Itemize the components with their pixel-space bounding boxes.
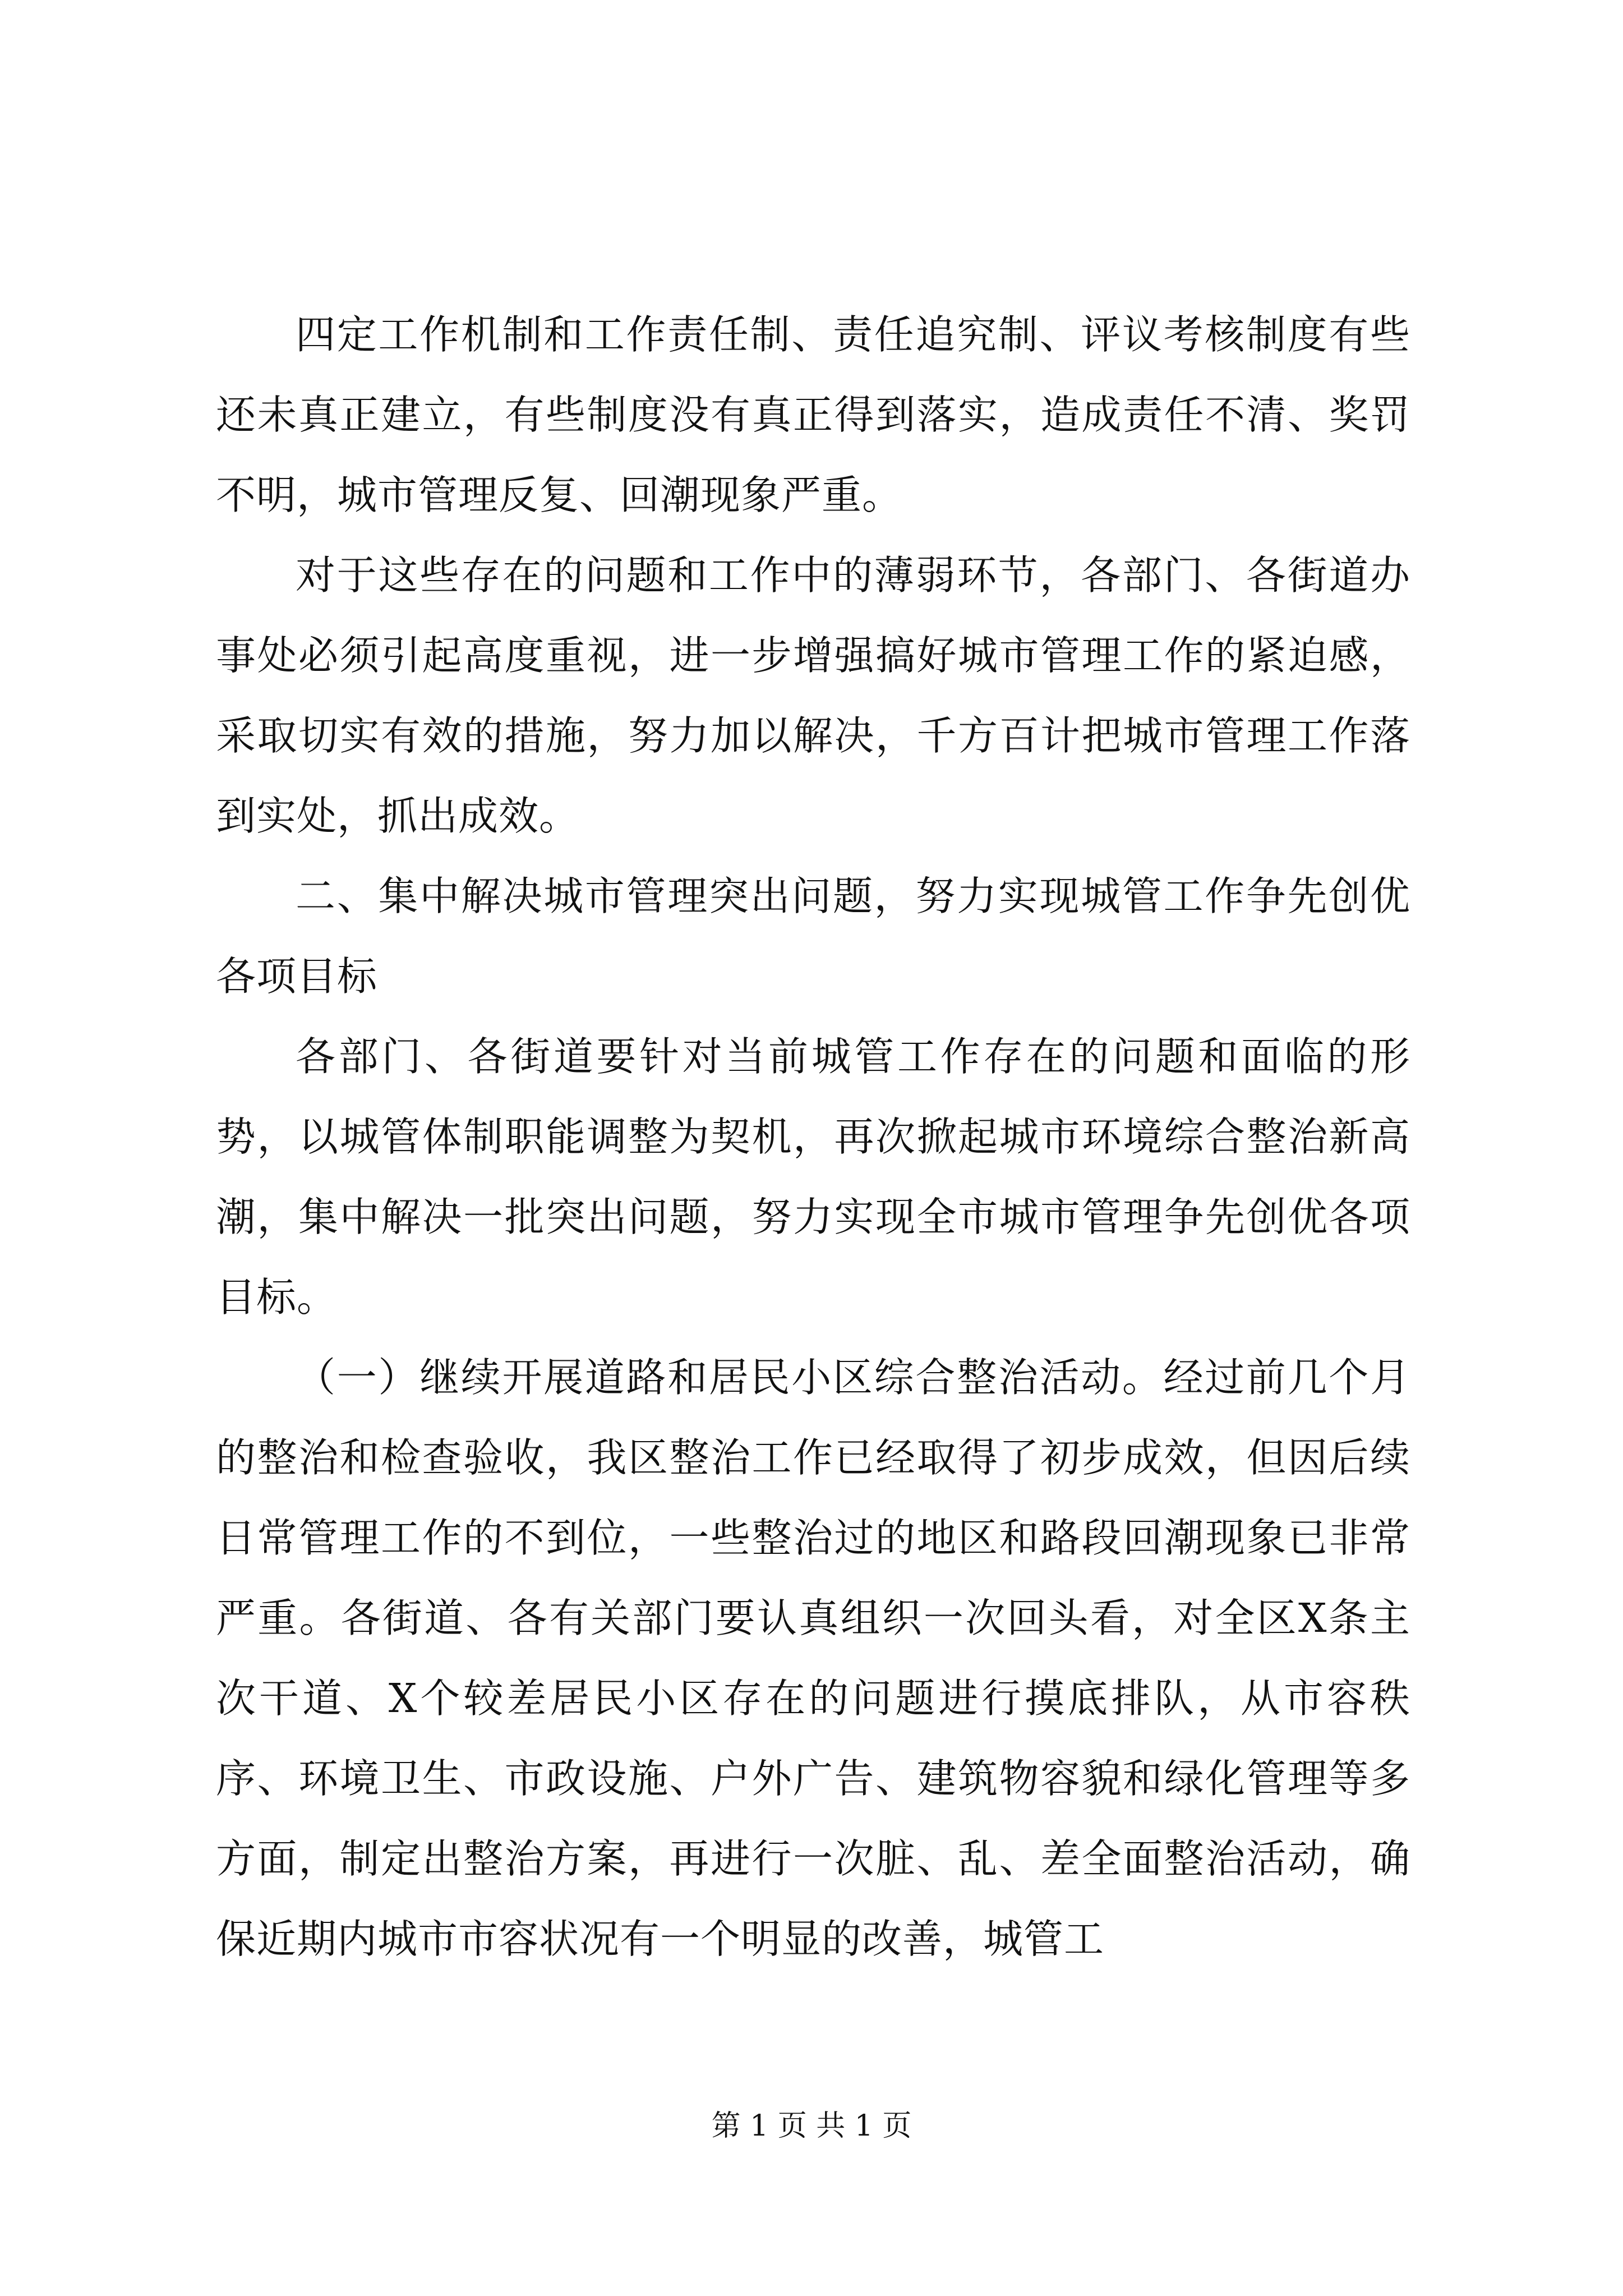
paragraph: （一）继续开展道路和居民小区综合整治活动。经过前几个月的整治和检查验收，我区整治工作已经取得了初步成效，但因后续日常管理工作的不到位，一些整治过的地区和路段回潮现象已非常严重。各街道、各有关部门要认真组织一次回头看，对全区X条主次干道、X个较差居民小区存在的问题进行摸底排队，从市容秩序、环境卫生、市政设施、户外广告、建筑物容貌和绿化管理等多方面，制定出整治方案，再进行一次脏、乱、差全面整治活动，确保近期内城市市容状况有一个明显的改善，城管工 xyxy=(216,1354,1410,1962)
paragraph: 对于这些存在的问题和工作中的薄弱环节，各部门、各街道办事处必须引起高度重视，进一步增强搞好城市管理工作的紧迫感，采取切实有效的措施，努力加以解决，千方百计把城市管理工作落到实处，抓出成效。 xyxy=(216,552,1410,839)
document-body xyxy=(216,295,1410,2123)
page-footer: 第 1 页 共 1 页 xyxy=(711,2109,912,2143)
paragraph: 各部门、各街道要针对当前城管工作存在的问题和面临的形势，以城管体制职能调整为契机，再次掀起城市环境综合整治新高潮，集中解决一批突出问题，努力实现全市城市管理争先创优各项目标。 xyxy=(216,1033,1410,1320)
section-heading: 二、集中解决城市管理突出问题，努力实现城管工作争先创优各项目标 xyxy=(216,873,1410,1000)
paragraph: 四定工作机制和工作责任制、责任追究制、评议考核制度有些还未真正建立，有些制度没有真正得到落实，造成责任不清、奖罚不明，城市管理反复、回潮现象严重。 xyxy=(216,311,1410,518)
